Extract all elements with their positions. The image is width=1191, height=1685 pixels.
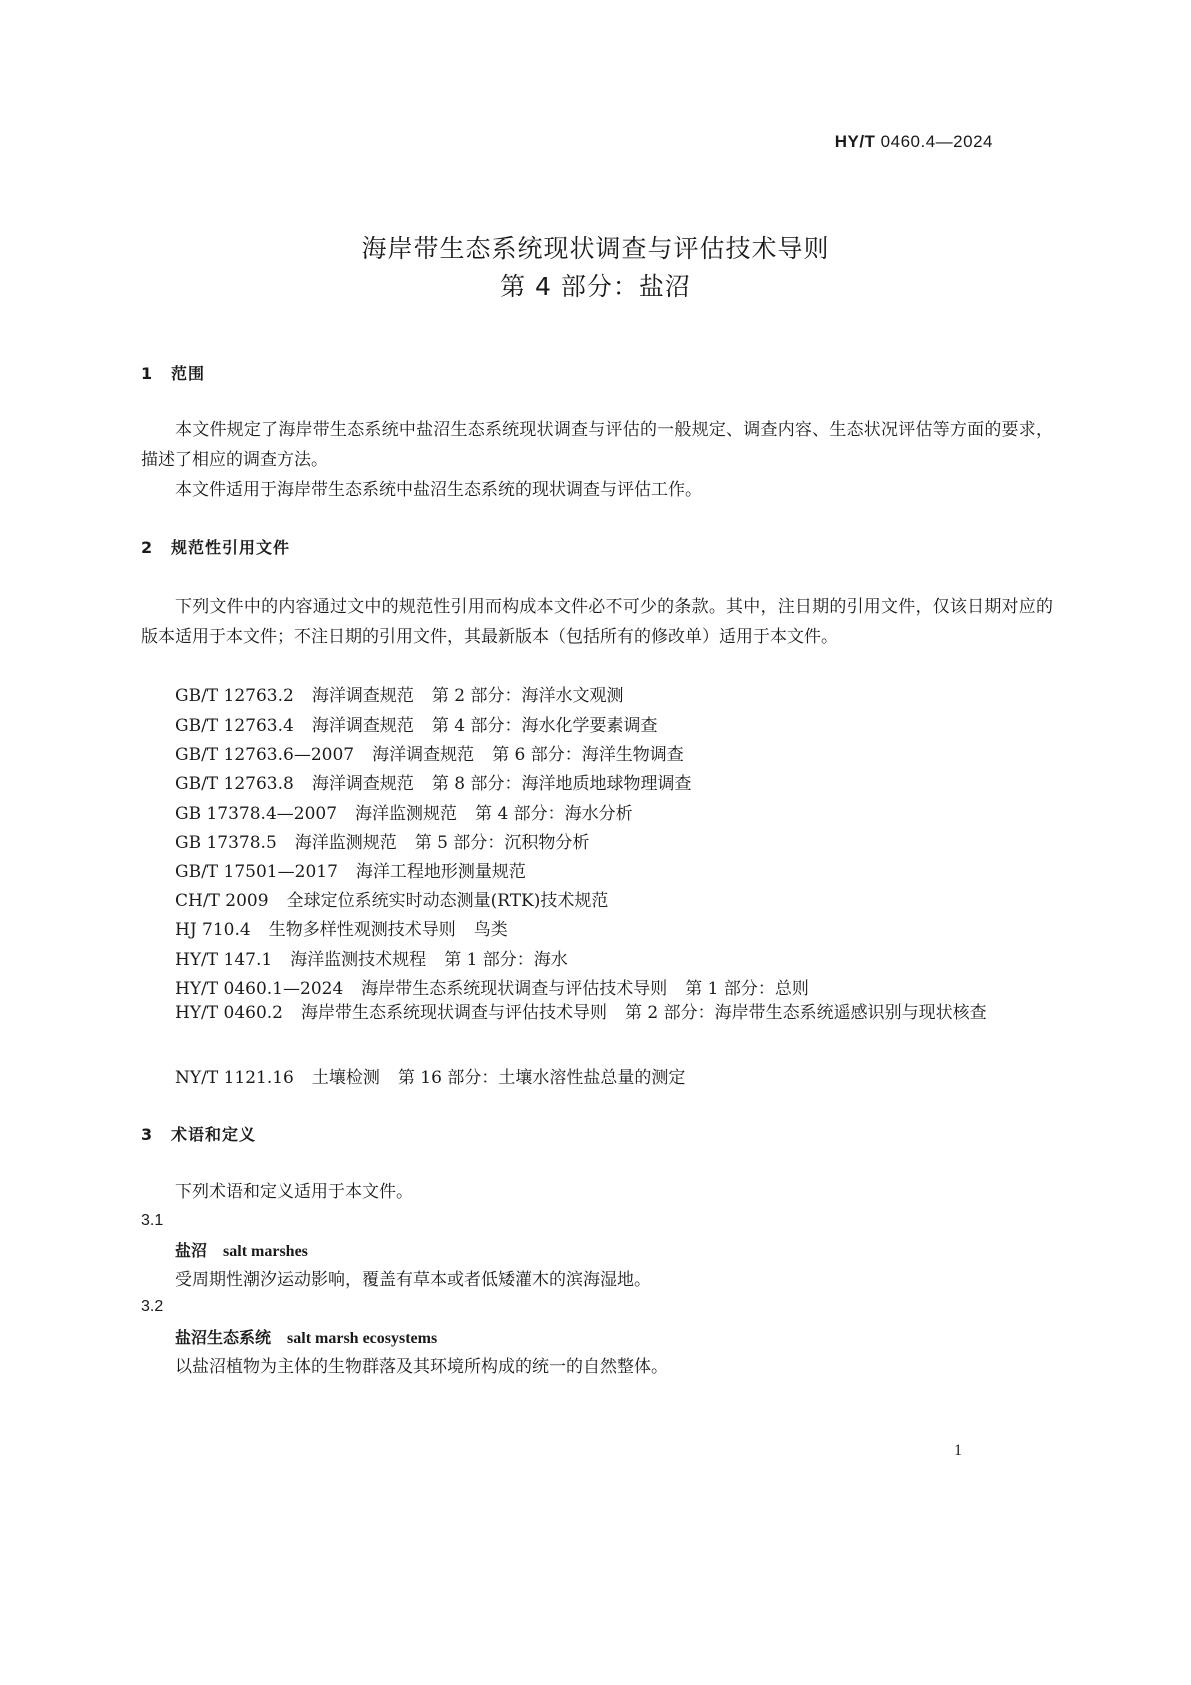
reference-part: 第 4 部分：海水化学要素调查 — [431, 716, 658, 736]
reference-code: HY/T 0460.1—2024 — [175, 979, 344, 999]
term-zh: 盐沼生态系统 — [175, 1328, 272, 1347]
section-title: 术语和定义 — [171, 1125, 257, 1144]
reference-item — [175, 915, 508, 940]
reference-part: 鸟类 — [473, 920, 508, 940]
section-heading-scope — [141, 361, 205, 384]
standard-number — [835, 132, 993, 152]
reference-title: 海洋调查规范 — [311, 716, 414, 736]
reference-item — [175, 681, 623, 706]
reference-title: 海洋调查规范 — [311, 774, 414, 794]
reference-item — [175, 828, 589, 853]
page-number: 1 — [954, 1442, 962, 1459]
reference-item — [175, 1063, 685, 1088]
reference-part: 第 1 部分：总则 — [685, 979, 809, 999]
term-definition: 以盐沼植物为主体的生物群落及其环境所构成的统一的自然整体。 — [175, 1357, 668, 1377]
reference-part: 第 2 部分：海洋水文观测 — [431, 686, 624, 706]
reference-item — [141, 998, 1053, 1028]
term-definition: 受周期性潮汐运动影响，覆盖有草本或者低矮灌木的滨海湿地。 — [175, 1270, 651, 1290]
section-title: 范围 — [171, 364, 206, 383]
reference-title: 海洋监测规范 — [294, 833, 397, 853]
reference-part: 第 16 部分：土壤水溶性盐总量的测定 — [397, 1068, 686, 1088]
document-subtitle: 第 4 部分：盐沼 — [500, 272, 691, 301]
section-number: 1 — [141, 364, 154, 383]
term-zh: 盐沼 — [175, 1241, 208, 1260]
reference-part: 第 6 部分：海洋生物调查 — [492, 745, 684, 765]
reference-item — [175, 886, 608, 911]
reference-title: 海洋监测技术规程 — [290, 950, 427, 970]
reference-part: 第 1 部分：海水 — [444, 950, 568, 970]
term-number: 3.2 — [141, 1298, 164, 1315]
reference-code: NY/T 1121.16 — [175, 1068, 294, 1088]
reference-item — [175, 711, 657, 736]
reference-code: HY/T 0460.2 — [175, 1003, 284, 1023]
paragraph: 下列文件中的内容通过文中的规范性引用而构成本文件必不可少的条款。其中，注日期的引用文件，仅该日期对应的版本适用于本文件；不注日期的引用文件，其最新版本（包括所有的修改单）适用于本文件。 — [141, 597, 1053, 647]
reference-item — [175, 857, 526, 882]
standard-code: 0460.4—2024 — [880, 132, 993, 151]
reference-part: 第 4 部分：海水分析 — [475, 804, 633, 824]
paragraph: 下列术语和定义适用于本文件。 — [175, 1182, 413, 1202]
reference-item — [175, 799, 633, 824]
reference-item — [175, 740, 684, 765]
reference-title: 海岸带生态系统现状调查与评估技术导则 — [301, 1003, 608, 1023]
section-number: 3 — [141, 1125, 154, 1144]
reference-code: GB 17378.5 — [175, 833, 277, 853]
reference-title: 海洋调查规范 — [372, 745, 475, 765]
reference-code: GB/T 12763.2 — [175, 686, 294, 706]
reference-code: GB/T 12763.6—2007 — [175, 745, 355, 765]
reference-part: 第 8 部分：海洋地质地球物理调查 — [431, 774, 692, 794]
reference-title: 海洋监测规范 — [355, 804, 458, 824]
reference-item — [175, 769, 691, 794]
section-number: 2 — [141, 538, 154, 557]
reference-part: 第 2 部分：海岸带生态系统遥感识别与现状核查 — [625, 1003, 987, 1023]
reference-title: 全球定位系统实时动态测量(RTK)技术规范 — [286, 891, 609, 911]
reference-code: GB/T 17501—2017 — [175, 862, 338, 882]
reference-part: 第 5 部分：沉积物分析 — [414, 833, 590, 853]
reference-code: GB/T 12763.8 — [175, 774, 294, 794]
reference-code: HJ 710.4 — [175, 920, 251, 940]
term-en: salt marsh ecosystems — [287, 1330, 438, 1347]
document-title: 海岸带生态系统现状调查与评估技术导则 — [361, 234, 830, 263]
reference-title: 海洋调查规范 — [311, 686, 414, 706]
reference-title: 土壤检测 — [311, 1068, 380, 1088]
reference-code: CH/T 2009 — [175, 891, 269, 911]
term-heading — [175, 1238, 308, 1261]
section-heading-normative-references — [141, 535, 290, 558]
reference-code: GB 17378.4—2007 — [175, 804, 338, 824]
standard-prefix: HY/T — [834, 132, 876, 151]
term-number: 3.1 — [141, 1212, 164, 1229]
reference-code: HY/T 147.1 — [175, 950, 273, 970]
section-title: 规范性引用文件 — [171, 538, 291, 557]
reference-item — [175, 945, 568, 970]
reference-title: 海岸带生态系统现状调查与评估技术导则 — [361, 979, 668, 999]
reference-title: 生物多样性观测技术导则 — [268, 920, 456, 940]
term-en: salt marshes — [223, 1243, 308, 1260]
section-heading-terms — [141, 1122, 256, 1145]
reference-item — [175, 974, 809, 999]
term-heading — [175, 1325, 437, 1348]
paragraph: 本文件适用于海岸带生态系统中盐沼生态系统的现状调查与评估工作。 — [175, 480, 702, 500]
paragraph: 本文件规定了海岸带生态系统中盐沼生态系统现状调查与评估的一般规定、调查内容、生态状况评估等方面的要求，描述了相应的调查方法。 — [141, 420, 1053, 470]
reference-title: 海洋工程地形测量规范 — [355, 862, 526, 882]
reference-code: GB/T 12763.4 — [175, 716, 294, 736]
